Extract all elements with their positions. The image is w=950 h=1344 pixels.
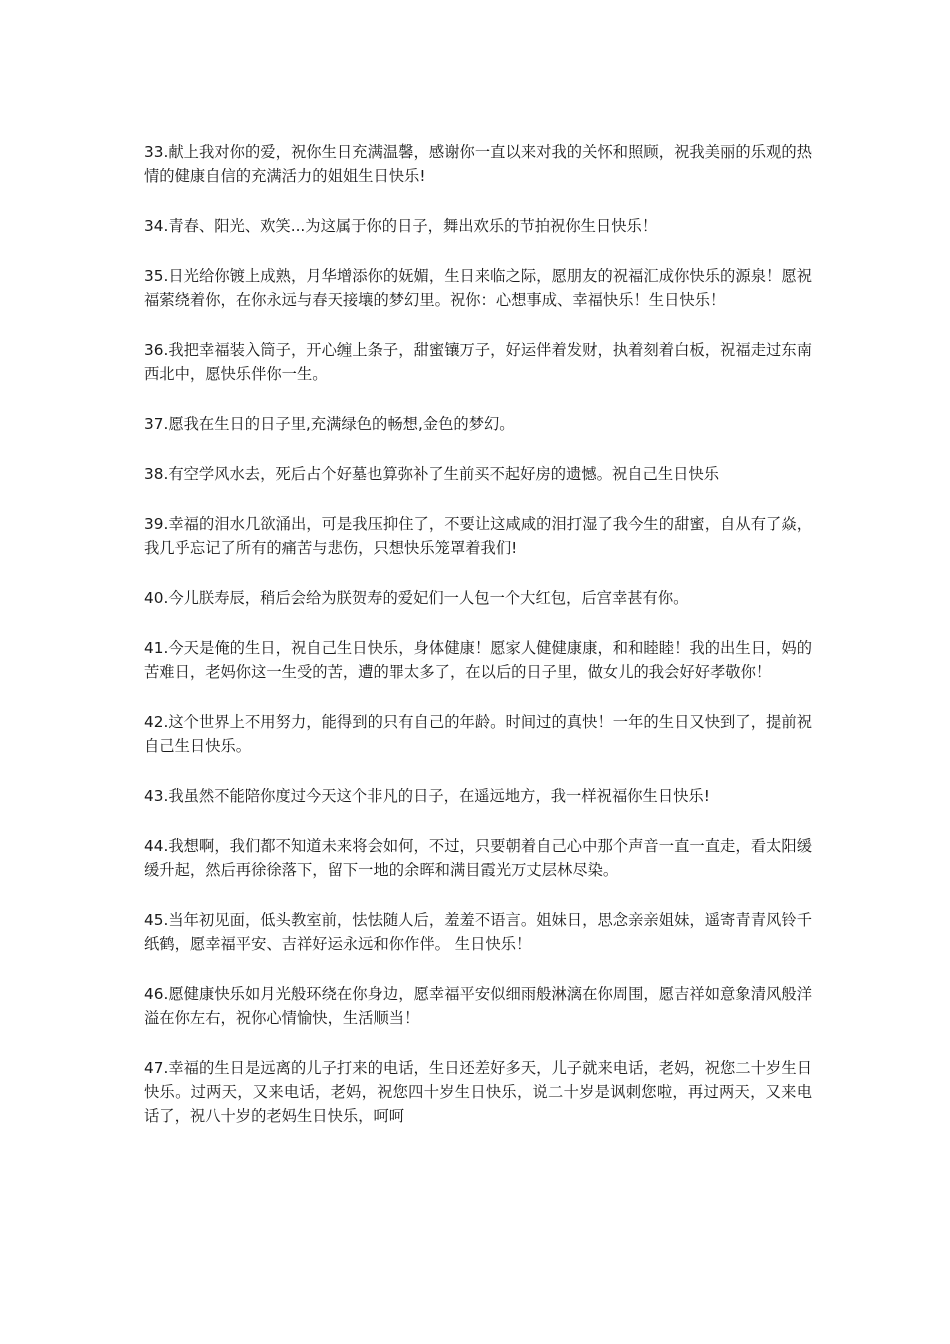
paragraph-45: 45.当年初见面，低头教室前，怯怯随人后，羞羞不语言。姐妹日，思念亲亲姐妹，遥寄青青风铃千纸鹤，愿幸福平安、吉祥好运永远和你作伴。 生日快乐！: [144, 911, 812, 953]
paragraph-33: 33.献上我对你的爱，祝你生日充满温馨，感谢你一直以来对我的关怀和照顾，祝我美丽的乐观的热情的健康自信的充满活力的姐姐生日快乐!: [144, 143, 812, 185]
paragraph-36: 36.我把幸福装入筒子，开心缠上条子，甜蜜镶万子，好运伴着发财，执着刻着白板，祝福走过东南西北中，愿快乐伴你一生。: [144, 341, 812, 383]
paragraph-40: 40.今儿朕寿辰，稍后会给为朕贺寿的爱妃们一人包一个大红包，后宫幸甚有你。: [144, 589, 689, 607]
paragraph-37: 37.愿我在生日的日子里,充满绿色的畅想,金色的梦幻。: [144, 415, 515, 433]
paragraph-39: 39.幸福的泪水几欲涌出，可是我压抑住了，不要让这咸咸的泪打湿了我今生的甜蜜，自从有了焱，我几乎忘记了所有的痛苦与悲伤，只想快乐笼罩着我们!: [144, 515, 812, 557]
paragraph-46: 46.愿健康快乐如月光般环绕在你身边，愿幸福平安似细雨般淋漓在你周围，愿吉祥如意象清风般洋溢在你左右，祝你心情愉快，生活顺当！: [144, 985, 812, 1027]
paragraph-34: 34.青春、阳光、欢笑...为这属于你的日子，舞出欢乐的节拍祝你生日快乐！: [144, 217, 658, 235]
paragraph-35: 35.日光给你镀上成熟，月华增添你的妩媚，生日来临之际，愿朋友的祝福汇成你快乐的源泉！愿祝福萦绕着你，在你永远与春天接壤的梦幻里。祝你：心想事成、幸福快乐！生日快乐！: [144, 267, 812, 309]
paragraph-42: 42.这个世界上不用努力，能得到的只有自己的年龄。时间过的真快！一年的生日又快到了，提前祝自己生日快乐。: [144, 713, 812, 755]
paragraph-41: 41.今天是俺的生日，祝自己生日快乐，身体健康！愿家人健健康康，和和睦睦！我的出生日，妈的苦难日，老妈你这一生受的苦，遭的罪太多了，在以后的日子里，做女儿的我会好好孝敬你！: [144, 639, 812, 681]
paragraph-47: 47.幸福的生日是远离的儿子打来的电话，生日还差好多天，儿子就来电话，老妈，祝您二十岁生日快乐。过两天，又来电话，老妈，祝您四十岁生日快乐，说二十岁是讽刺您啦，再过两天，又来电话了，祝八十岁的老妈生日快乐，呵呵: [144, 1059, 812, 1125]
paragraph-43: 43.我虽然不能陪你度过今天这个非凡的日子，在遥远地方，我一样祝福你生日快乐!: [144, 787, 710, 805]
document-page: [144, 140, 812, 1154]
paragraph-38: 38.有空学风水去，死后占个好墓也算弥补了生前买不起好房的遗憾。祝自己生日快乐: [144, 465, 720, 483]
paragraph-44: 44.我想啊，我们都不知道未来将会如何，不过，只要朝着自己心中那个声音一直一直走，看太阳缓缓升起，然后再徐徐落下，留下一地的余晖和满目霞光万丈层林尽染。: [144, 837, 812, 879]
